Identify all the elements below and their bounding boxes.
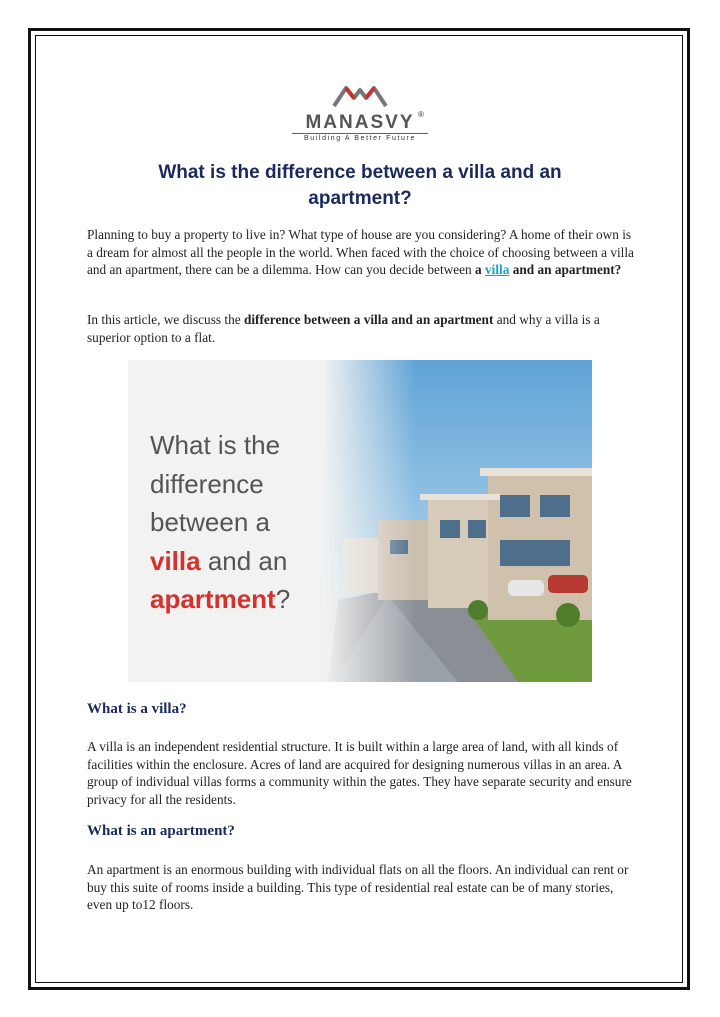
- hero-caption: [150, 426, 290, 619]
- hero-and-an: and an: [200, 545, 288, 576]
- apartment-paragraph: An apartment is an enormous building with individual flats on all the floors. An individual can rent or buy this suite of rooms inside a building. This type of residential real estate can be of many stories, even up to12 floors.: [87, 862, 629, 912]
- intro-paragraph: [87, 226, 635, 279]
- article-intro-bold: difference between a villa and an apartment: [243, 312, 494, 327]
- page-title: What is the difference between a villa and an apartment?: [158, 162, 562, 209]
- intro-bold-suffix: and an apartment?: [509, 262, 622, 277]
- hero-question-mark: ?: [275, 584, 291, 614]
- villa-paragraph: A villa is an independent residential structure. It is built within a large area of land, with all kinds of facilities within the enclosure. Acres of land are acquired for designing numerous villas in an area. A group of individual villas forms a community within the gates. They have separate security and ensure privacy for all the residents.: [87, 739, 632, 807]
- hero-line-4: [150, 542, 290, 581]
- apartment-heading: What is an apartment?: [87, 823, 235, 839]
- mountain-logo-icon: [332, 82, 388, 108]
- manasvy-logo: [290, 82, 430, 144]
- article-intro-after: and why a villa is a superior option to a flat.: [87, 312, 600, 345]
- hero-apartment-word: apartment: [150, 584, 276, 614]
- hero-villa-word: villa: [150, 545, 201, 576]
- registered-mark: ®: [418, 110, 424, 119]
- article-intro-before: In this article, we discuss the: [87, 312, 244, 327]
- hero-line-2: difference: [150, 468, 264, 499]
- hero-line-3: between a: [150, 507, 270, 537]
- hero-line-5: [150, 580, 290, 619]
- villa-heading: What is a villa?: [87, 701, 187, 717]
- villa-link[interactable]: villa: [485, 262, 510, 277]
- article-intro-paragraph: [87, 311, 635, 346]
- brand-tagline: Building A Better Future: [292, 133, 428, 142]
- hero-line-1: What is the: [150, 430, 281, 460]
- brand-name: MANASVY: [305, 112, 415, 133]
- intro-text: Planning to buy a property to live in? What type of house are you considering? A home of their own is a dream for almost all the people in the world. When faced with the choice of choosing between a villa and an apartment, there can be a dilemma. How can you decide between: [87, 227, 634, 277]
- hero-image: [128, 360, 592, 682]
- intro-bold-prefix: a: [475, 262, 486, 277]
